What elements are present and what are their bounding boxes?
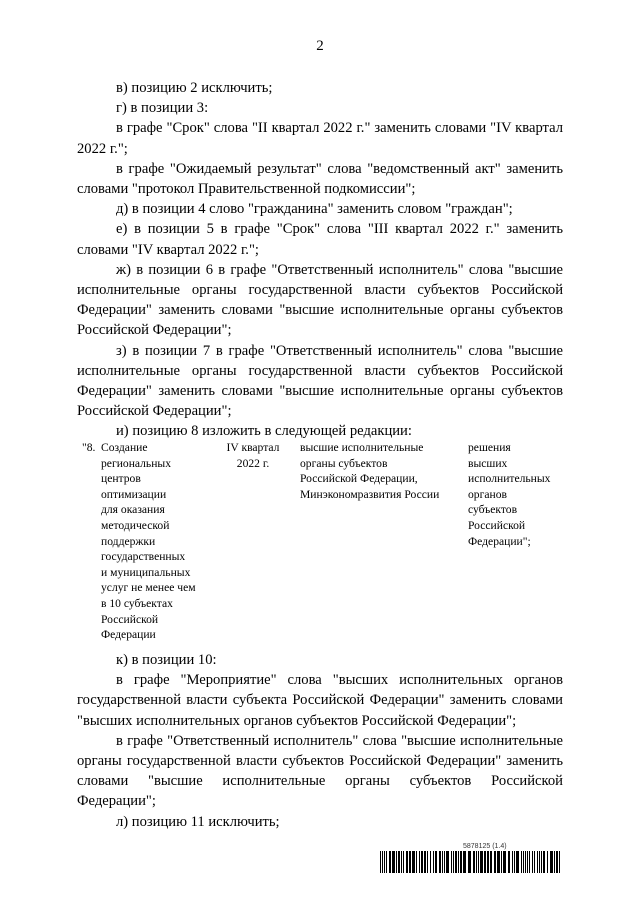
paragraph: е) в позиции 5 в графе "Срок" слова "III квартал 2022 г." заменить словами "IV квартал 2022 г.";: [77, 221, 563, 258]
paragraph: г) в позиции 3:: [116, 100, 209, 117]
measure-cell: Создание региональных центров оптимизации для оказания методической поддержки государственных и муниципальных услуг не менее чем в 10 субъектах Российской Федерации: [101, 441, 196, 642]
result-cell: решения высших исполнительных органов субъектов Российской Федерации";: [468, 441, 551, 548]
paragraph: в графе "Ответственный исполнитель" слова "высшие исполнительные органы государственной власти субъектов Российской Федерации" заменить словами "высшие исполнительные органы субъектов Российской Федерации";: [77, 732, 563, 810]
page-number: 2: [316, 38, 324, 54]
amendments-list-top: [77, 78, 563, 442]
row-number-cell: "8.: [82, 441, 96, 454]
paragraph: к) в позиции 10:: [116, 652, 217, 668]
paragraph: в графе "Срок" слова "II квартал 2022 г." заменить словами "IV квартал 2022 г.";: [77, 120, 563, 157]
responsible-cell: высшие исполнительные органы субъектов Российской Федерации, Минэкономразвития России: [300, 441, 440, 501]
paragraph: в) позицию 2 исключить;: [116, 80, 273, 96]
paragraph: и) позицию 8 изложить в следующей редакции:: [116, 423, 412, 440]
paragraph: з) в позиции 7 в графе "Ответственный исполнитель" слова "высшие исполнительные органы государственной власти субъектов Российской Федерации" заменить словами "высшие исполнительные органы субъектов Российской Федерации";: [77, 342, 563, 420]
paragraph: в графе "Мероприятие" слова "высших исполнительных органов государственной власти субъекта Российской Федерации" заменить словами "высших исполнительных органов субъектов Российской Федерации";: [77, 672, 563, 729]
barcode-icon: [380, 851, 562, 873]
document-code: 5878125 (1.4): [463, 843, 507, 850]
paragraph: в графе "Ожидаемый результат" слова "ведомственный акт" заменить словами "протокол Правительственной подкомиссии";: [77, 160, 563, 198]
paragraph: д) в позиции 4 слово "гражданина" заменить словом "граждан";: [116, 201, 513, 218]
paragraph: л) позицию 11 исключить;: [116, 813, 280, 830]
paragraph: ж) в позиции 6 в графе "Ответственный исполнитель" слова "высшие исполнительные органы государственной власти субъектов Российской Федерации" заменить словами "высшие исполнительные органы субъектов Российской Федерации";: [77, 261, 563, 339]
deadline-cell: IV квартал 2022 г.: [226, 441, 280, 470]
amendments-list-bottom: [77, 650, 563, 832]
